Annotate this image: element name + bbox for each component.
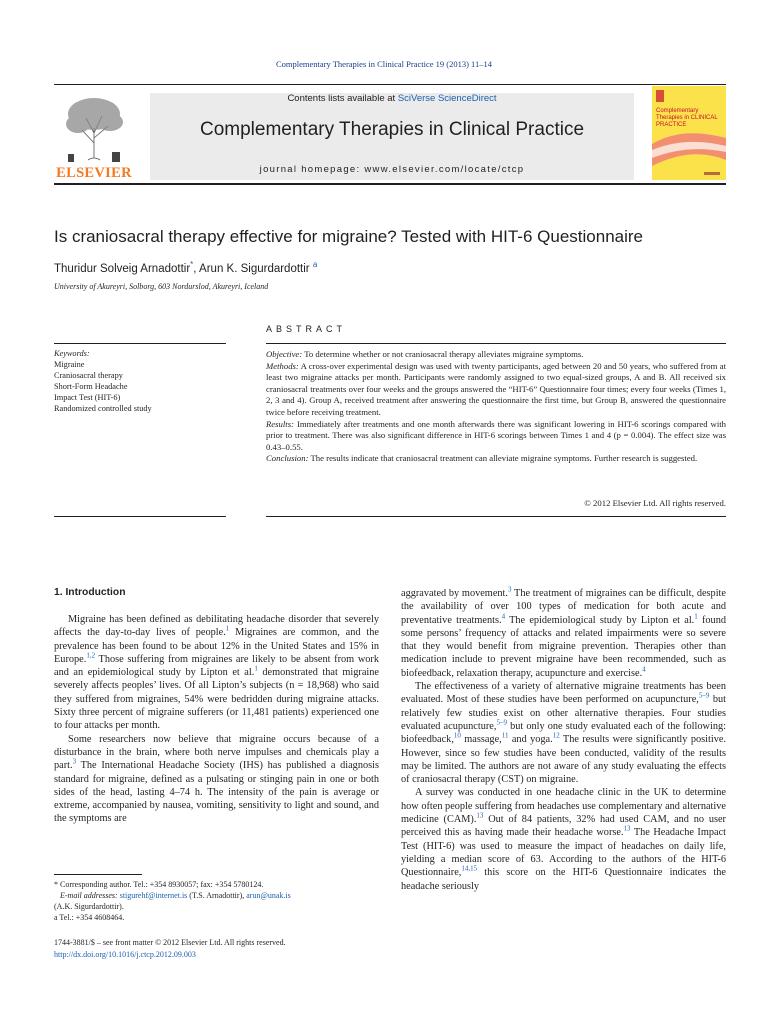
text-run: Out of 84 patients, 32% had used CAM, and no user perceived this as having made their headache worse. <box>401 814 726 839</box>
text-run: The epidemiological study by Lipton et al. <box>505 614 695 626</box>
keyword-item: Short-Form Headache <box>54 382 128 391</box>
footnote-emails <box>54 890 379 901</box>
email-label: E-mail addresses: <box>60 891 118 900</box>
text-run: demonstrated that migraine severely affects peoples’ lives. Of all Lipton’s subjects (n = 18,968) who said they suffered from migraines, 54% were bedridden during migraine attacks. Sixty three percent of migraine sufferers (or 11,481 patients) experienced one to four attacks per month. <box>54 667 380 732</box>
paragraph <box>54 613 379 733</box>
email-link-2[interactable]: arun@unak.is <box>246 891 291 900</box>
journal-title: Complementary Therapies in Clinical Practice <box>199 119 585 140</box>
text-run: massage, <box>460 734 502 746</box>
text-run: The effectiveness of a variety of alternative migraine treatments has been evaluated. Most of these studies have been performed on acupuncture, <box>401 681 726 706</box>
author-1-mark[interactable]: * <box>190 260 194 269</box>
text-run: Migraine has been defined as debilitating headache disorder that severely affects the day-to-day lives of people. <box>54 614 379 639</box>
imprint <box>54 937 379 960</box>
keyword-item: Randomized controlled study <box>54 404 152 413</box>
citation-link[interactable]: 1 <box>225 624 230 633</box>
text-run: aggravated by movement. <box>401 588 508 599</box>
citation-link[interactable]: 1,2 <box>86 651 96 660</box>
footnote-tel: a Tel.: +354 4608464. <box>54 913 125 922</box>
text-run: The results were significantly positive. However, since so few studies have been conducted, validity of the results may be limited. The authors are not aware of any study evaluating the effects of craniosacral therapy (CST) on migraine. <box>401 734 726 786</box>
paragraph <box>401 680 726 786</box>
text-run: Some researchers now believe that migraine occurs because of a disturbance in the brain, where both nerve impulses and chemicals play a part. <box>54 733 379 772</box>
text-run: found some persons’ frequency of attacks and related impairments were so severe that they would benefit from migraine prevention. Therapies other than medication include to prevent migraine have been recommended, such as biofeedback, relaxation therapy, acupuncture and exercise. <box>401 614 727 679</box>
footnote-email-owner: (A.K. Sigurdardottir). <box>54 902 124 911</box>
citation-link[interactable]: 10 <box>453 731 461 740</box>
abstract-methods <box>266 361 726 419</box>
issn-line: 1744-3881/$ – see front matter © 2012 Elsevier Ltd. All rights reserved. <box>54 938 286 947</box>
citation-link[interactable]: 5–9 <box>698 691 710 700</box>
author-list <box>54 260 726 275</box>
results-label: Results: <box>266 418 294 429</box>
keyword-item: Migraine <box>54 360 85 369</box>
paragraph <box>401 786 726 892</box>
conclusion-label: Conclusion: <box>266 453 309 464</box>
text-run: Migraines are common, and the prevalence has been found to be about 12% in the United States and 15% in Europe. <box>54 627 379 665</box>
cover-artwork <box>652 86 726 180</box>
citation-link[interactable]: 5–9 <box>496 718 507 727</box>
keyword-item: Impact Test (HIT-6) <box>54 393 121 402</box>
author-2-mark[interactable]: a <box>312 260 318 269</box>
journal-homepage-link[interactable]: journal homepage: www.elsevier.com/locate/ctcp <box>259 164 525 175</box>
text-run: this score on the HIT-6 Questionnaire indicates the headache seriously <box>401 867 726 892</box>
keywords-box <box>54 348 226 414</box>
footnote-rule <box>54 874 142 875</box>
text-run: and yoga. <box>508 734 553 746</box>
contents-prefix: Contents lists available at <box>287 93 398 104</box>
conclusion-text: The results indicate that craniosacral treatment can alleviate migraine symptoms. Further research is suggested. <box>308 453 698 464</box>
abstract-top-rule <box>266 343 726 344</box>
body-column-right <box>401 587 726 893</box>
keywords-bottom-rule <box>54 516 226 517</box>
masthead-top-rule <box>54 84 726 85</box>
section-heading-introduction: 1. Introduction <box>54 587 126 598</box>
abstract-bottom-rule <box>266 516 726 517</box>
footnotes <box>54 879 379 923</box>
citation-link[interactable]: 12 <box>552 731 560 740</box>
citation-link[interactable]: 4 <box>642 665 646 674</box>
results-text: Immediately after treatments and one month afterwards there was significant lowering in HIT-6 scorings compared with prior to treatment. There was also significant difference in HIT-6 scorings between Times 1 and 4 (p = 0.004). The effect size was 0.43–0.55. <box>266 418 726 452</box>
keywords-title: Keywords: <box>54 349 90 358</box>
citation-link[interactable]: 1 <box>694 612 698 621</box>
paragraph <box>401 587 726 680</box>
citation-link[interactable]: 13 <box>476 811 484 820</box>
keyword-item: Craniosacral therapy <box>54 371 123 380</box>
text-run: Those suffering from migraines are likely to be absent from work and an epidemiological study by Lipton et al. <box>54 653 379 679</box>
text-run: The Headache Impact Test (HIT-6) was used to measure the impact of headaches on daily life, yielding a median score of 63. According to the authors of the HIT-6 Questionnaire, <box>401 827 727 879</box>
citation-link[interactable]: 1 <box>254 664 258 673</box>
text-run: but relatively few studies exist on other alternative therapies. Four studies evaluated acupuncture, <box>401 694 727 732</box>
text-run: A survey was conducted in one headache clinic in the UK to determine how often people suffering from headaches use complementary and alternative medicine (CAM). <box>401 787 726 826</box>
objective-text: To determine whether or not craniosacral therapy alleviates migraine symptoms. <box>302 349 584 359</box>
abstract-conclusion <box>266 453 726 465</box>
cover-title: Complementary Therapies in CLINICAL PRACTICE <box>656 108 718 128</box>
email-1-owner: (T.S. Arnadottir), <box>187 891 245 900</box>
citation-link[interactable]: 4 <box>501 612 506 621</box>
abstract-copyright: © 2012 Elsevier Ltd. All rights reserved. <box>584 498 726 508</box>
text-run: but only one study evaluated each of the following: biofeedback, <box>401 720 726 746</box>
email-link-1[interactable]: stigurehf@internet.is <box>119 891 188 900</box>
article-title: Is craniosacral therapy effective for migraine? Tested with HIT-6 Questionnaire <box>54 227 643 246</box>
abstract-objective <box>266 349 726 361</box>
text-run: The treatment of migraines can be difficult, despite the availability of over 100 types of medication for both acute and preventative treatments. <box>401 588 726 626</box>
author-1[interactable]: Thuridur Solveig Arnadottir <box>54 262 191 275</box>
abstract-heading: ABSTRACT <box>266 324 347 334</box>
footnote-corresponding: * Corresponding author. Tel.: +354 8930057; fax: +354 5780124. <box>54 880 264 889</box>
abstract-results <box>266 419 726 454</box>
running-head[interactable]: Complementary Therapies in Clinical Practice 19 (2013) 11–14 <box>276 59 492 69</box>
affiliation: University of Akureyri, Solborg, 603 Nordurslod, Akureyri, Iceland <box>54 282 269 291</box>
doi-link[interactable]: http://dx.doi.org/10.1016/j.ctcp.2012.09.003 <box>54 949 196 959</box>
methods-label: Methods: <box>266 360 299 371</box>
body-column-left <box>54 613 379 826</box>
methods-text: A cross-over experimental design was used with twenty participants, aged between 20 and 50 years, who suffered from at least two migraine attacks per month. Participants were randomly assigned to two equal-sized groups, A and B. All received six craniosacral treatments over four weeks and the groups answered the “HIT-6” Questionnaire four times; every four weeks (Times 1, 2, 3 and 4). Group A, received treatment after answering the questionnaire the first time, but Group B, answered the questionnaire twice before receiving treatment. <box>266 360 726 417</box>
author-separator: , <box>193 262 200 275</box>
sciencedirect-link[interactable]: SciVerse ScienceDirect <box>397 93 497 104</box>
journal-cover-image <box>652 86 726 180</box>
citation-link[interactable]: 13 <box>623 824 631 833</box>
abstract-body <box>266 349 726 465</box>
objective-label: Objective: <box>266 349 303 359</box>
author-2[interactable]: Arun K. Sigurdardottir <box>199 262 310 275</box>
citation-link[interactable]: 14,15 <box>461 864 478 873</box>
keywords-top-rule <box>54 343 226 344</box>
citation-link[interactable]: 3 <box>507 585 512 594</box>
text-run: The International Headache Society (IHS) has published a diagnosis standard for migraine, defined as a pulsating or stinging pain in one or both sides of the head, lasting 4–74 h. The intensity of the pain is average or extreme, accompanied by nausea, vomiting, sensitivity to light and sound, and the symptoms are <box>54 760 379 825</box>
citation-link[interactable]: 11 <box>501 731 509 740</box>
masthead-bottom-rule <box>54 183 726 185</box>
citation-link[interactable]: 3 <box>72 757 77 766</box>
paragraph <box>54 733 379 826</box>
contents-line <box>150 93 634 104</box>
publisher-name: ELSEVIER <box>56 165 132 181</box>
